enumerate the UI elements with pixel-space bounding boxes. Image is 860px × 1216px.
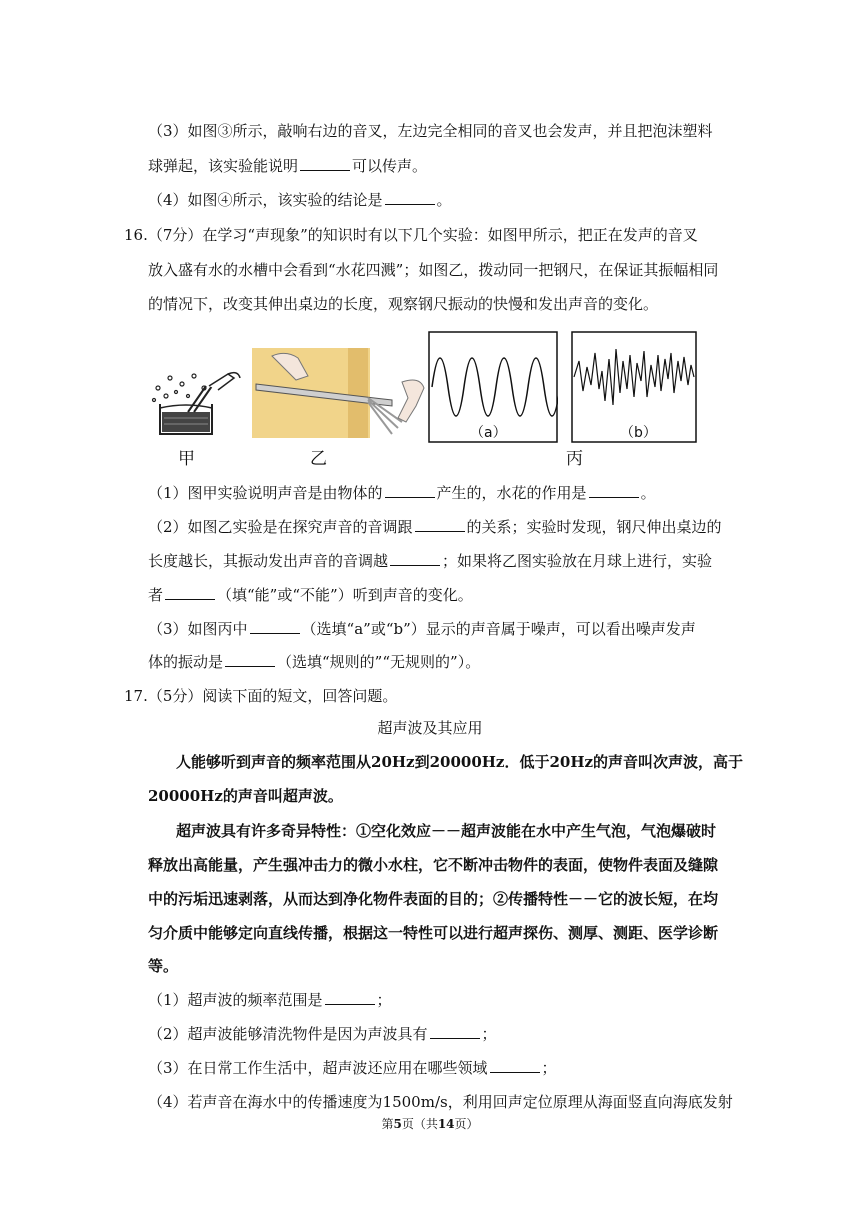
q16-stem-line3: 的情况下，改变其伸出桌边的长度，观察钢尺振动的快慢和发出声音的变化。 xyxy=(148,295,659,313)
q16-sub3-line1 xyxy=(148,619,696,639)
caption-jia: 甲 xyxy=(178,449,195,469)
answer-blank xyxy=(390,551,440,566)
q16-sub2-text-f: （填“能”或“不能”）听到声音的变化。 xyxy=(217,586,473,604)
caption-yi: 乙 xyxy=(310,449,327,469)
figure-yi-ruler-table xyxy=(252,348,426,438)
q16-sub2-text-b: 的关系；实验时发现，钢尺伸出桌边的 xyxy=(466,518,722,536)
page-total: 14 xyxy=(437,1117,455,1131)
q17-sub2-text-b: ； xyxy=(481,1025,497,1043)
q17-passage-p2-line4: 匀介质中能够定向直线传播，根据这一特性可以进行超声探伤、测厚、测距、医学诊断 xyxy=(148,924,719,942)
q16-sub2-text-c: 长度越长，其振动发出声音的音调越 xyxy=(148,552,389,570)
q17-passage-p2-line3: 中的污垢迅速剥落，从而达到净化物件表面的目的；②传播特性－－它的波长短，在均 xyxy=(148,890,719,908)
q17-sub3-text-b: ； xyxy=(541,1059,557,1077)
q16-sub3-text-b: （选填“a”或“b”）显示的声音属于噪声，可以看出噪声发声 xyxy=(301,620,696,638)
answer-blank xyxy=(300,156,350,171)
q16-sub1-text-b: 产生的，水花的作用是 xyxy=(436,484,587,502)
answer-blank xyxy=(385,483,435,498)
answer-blank xyxy=(165,585,215,600)
answer-blank xyxy=(250,619,300,634)
q16-sub1 xyxy=(148,483,656,503)
q17-sub3-text-a: （3）在日常工作生活中，超声波还应用在哪些领域 xyxy=(148,1059,488,1077)
caption-b: （b） xyxy=(620,425,657,441)
page-number: 5 xyxy=(393,1117,402,1131)
footer-pre: 第 xyxy=(381,1117,394,1131)
q16-stem-line2: 放入盛有水的水槽中会看到“水花四溅”；如图乙，拨动同一把钢尺，在保证其振幅相同 xyxy=(148,261,719,279)
q17-passage-p1-line2: 20000Hz的声音叫超声波。 xyxy=(148,787,343,805)
q16-sub2-line2 xyxy=(148,551,712,571)
footer-mid: 页（共 xyxy=(401,1117,438,1131)
answer-blank xyxy=(490,1058,540,1073)
q15-part3-line1: （3）如图③所示，敲响右边的音叉，左边完全相同的音叉也会发声，并且把泡沫塑料 xyxy=(148,122,713,140)
caption-a: （a） xyxy=(470,425,507,441)
q17-sub2-text-a: （2）超声波能够清洗物件是因为声波具有 xyxy=(148,1025,428,1043)
q15-part4-text-a: （4）如图④所示，该实验的结论是 xyxy=(148,191,383,209)
q16-sub1-text-c: 。 xyxy=(640,484,656,502)
answer-blank xyxy=(325,990,375,1005)
q17-sub2 xyxy=(148,1024,497,1044)
q17-sub3 xyxy=(148,1058,557,1078)
q16-sub2-text-e: 者 xyxy=(148,586,164,604)
answer-blank xyxy=(385,190,435,205)
q16-sub2-line3 xyxy=(148,585,473,605)
footer-post: 页） xyxy=(454,1117,479,1131)
q16-sub3-text-c: 体的振动是 xyxy=(148,653,224,671)
q17-sub1-text-a: （1）超声波的频率范围是 xyxy=(148,991,323,1009)
answer-blank xyxy=(430,1024,480,1039)
q17-passage-p2-line5: 等。 xyxy=(148,957,179,975)
answer-blank xyxy=(589,483,639,498)
q15-part4-text-b: 。 xyxy=(436,191,452,209)
q17-sub4: （4）若声音在海水中的传播速度为1500m/s，利用回声定位原理从海面竖直向海底发射 xyxy=(148,1093,733,1111)
caption-bing: 丙 xyxy=(566,449,583,469)
q16-sub2-text-d: ；如果将乙图实验放在月球上进行，实验 xyxy=(442,552,713,570)
q15-part3-text-b: 可以传声。 xyxy=(352,157,428,175)
q16-stem-line1: 16.（7分）在学习“声现象”的知识时有以下几个实验：如图甲所示，把正在发声的音叉 xyxy=(124,226,698,244)
q16-sub3-line2 xyxy=(148,652,480,672)
q16-sub2-line1 xyxy=(148,517,722,537)
q15-part3-line2 xyxy=(148,156,427,176)
answer-blank xyxy=(415,517,465,532)
answer-blank xyxy=(225,652,275,667)
figure-jia-tuning-fork-water xyxy=(148,368,244,440)
q16-sub3-text-d: （选填“规则的”“无规则的”）。 xyxy=(277,653,481,671)
q16-sub1-text-a: （1）图甲实验说明声音是由物体的 xyxy=(148,484,383,502)
q15-part4 xyxy=(148,190,452,210)
q17-sub1 xyxy=(148,990,392,1010)
q16-sub2-text-a: （2）如图乙实验是在探究声音的音调跟 xyxy=(148,518,413,536)
q17-passage-title: 超声波及其应用 xyxy=(377,719,483,737)
q17-passage-p2-line1: 超声波具有许多奇异特性：①空化效应－－超声波能在水中产生气泡，气泡爆破时 xyxy=(176,822,717,840)
q17-passage-p2-line2: 释放出高能量，产生强冲击力的微小水柱，它不断冲击物件的表面，使物件表面及缝隙 xyxy=(148,856,719,874)
q15-part3-text-a: 球弹起，该实验能说明 xyxy=(148,157,299,175)
q17-stem: 17.（5分）阅读下面的短文，回答问题。 xyxy=(124,687,398,705)
q17-passage-p1-line1: 人能够听到声音的频率范围从20Hz到20000Hz．低于20Hz的声音叫次声波，高于 xyxy=(176,753,744,771)
page-footer xyxy=(0,1115,860,1132)
q17-sub1-text-b: ； xyxy=(376,991,392,1009)
q16-sub3-text-a: （3）如图丙中 xyxy=(148,620,248,638)
